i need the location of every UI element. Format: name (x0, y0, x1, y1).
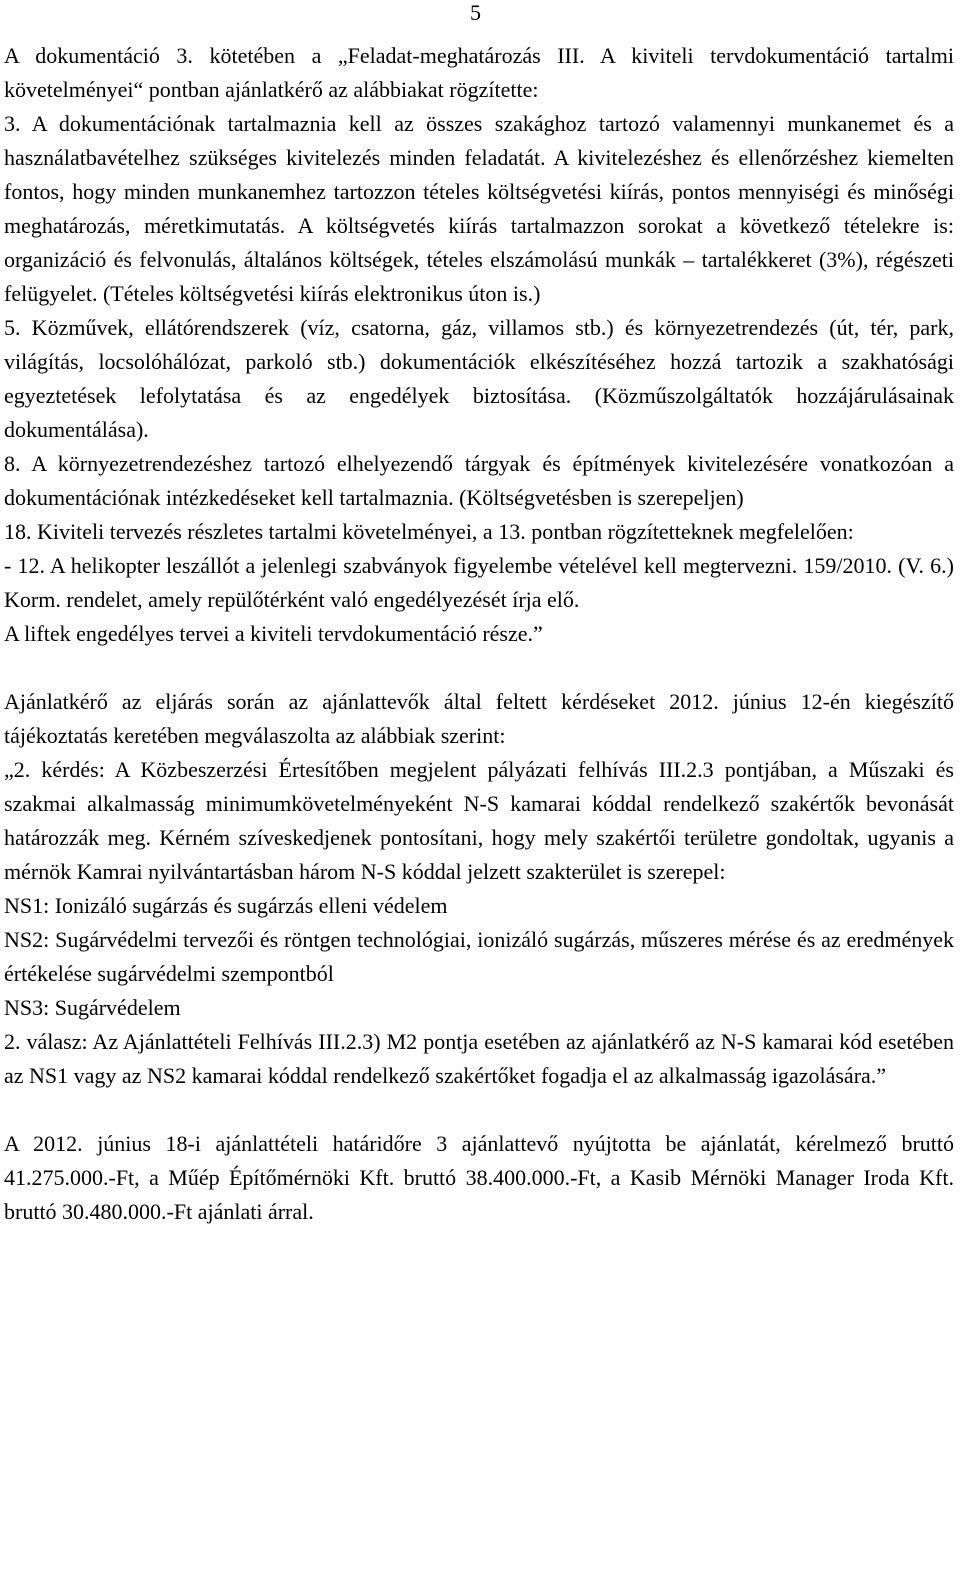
paragraph-ns1: NS1: Ionizáló sugárzás és sugárzás elleni védelem (4, 893, 448, 918)
document-body (4, 39, 954, 1229)
blank-line (4, 651, 954, 685)
paragraph-ns2: NS2: Sugárvédelmi tervezői és röntgen technológiai, ionizáló sugárzás, műszeres mérése és az eredmények értékelése sugárvédelmi szempontból (4, 927, 954, 986)
paragraph-point-5: 5. Közművek, ellátórendszerek (víz, csatorna, gáz, villamos stb.) és környezetrendezés (út, tér, park, világítás, locsolóhálózat, parkoló stb.) dokumentációk elkészítéséhez hozzá tartozik a szakhatósági egyeztetések lefolytatása és az engedélyek biztosítása. (Közműszolgáltatók hozzájárulásainak dokumentálása). (4, 315, 954, 442)
paragraph-point-3: 3. A dokumentációnak tartalmaznia kell az összes szakághoz tartozó valamennyi munkanemet és a használatbavételhez szükséges kivitelezés minden feladatát. A kivitelezéshez és ellenőrzéshez kiemelten fontos, hogy minden munkanemhez tartozzon tételes költségvetési kiírás, pontos mennyiségi és minőségi meghatározás, méretkimutatás. A költségvetés kiírás tartalmazzon sorokat a következő tételekre is: organizáció és felvonulás, általános költségek, tételes elszámolású munkák – tartalékkeret (3%), régészeti felügyelet. (Tételes költségvetési kiírás elektronikus úton is.) (4, 111, 954, 306)
paragraph-bids: A 2012. június 18-i ajánlattételi határidőre 3 ajánlattevő nyújtotta be ajánlatát, kérelmező bruttó 41.275.000.-Ft, a Műép Építőmérnöki Kft. bruttó 38.400.000.-Ft, a Kasib Mérnöki Manager Iroda Kft. bruttó 30.480.000.-Ft ajánlati árral. (4, 1131, 954, 1224)
paragraph-ns3: NS3: Sugárvédelem (4, 995, 181, 1020)
paragraph-question-2: „2. kérdés: A Közbeszerzési Értesítőben megjelent pályázati felhívás III.2.3 pontjában, a Műszaki és szakmai alkalmasság minimumkövetelményeként N-S kamarai kóddal rendelkező szakértők bevonását határozzák meg. Kérném szíveskedjenek pontosítani, hogy mely szakértői területre gondoltak, ugyanis a mérnök Kamrai nyilvántartásban három N-S kóddal jelzett szakterület is szerepel: (4, 757, 954, 884)
paragraph-point-8: 8. A környezetrendezéshez tartozó elhelyezendő tárgyak és építmények kivitelezésére vonatkozóan a dokumentációnak intézkedéseket kell tartalmaznia. (Költségvetésben is szerepeljen) (4, 451, 954, 510)
paragraph-intro: A dokumentáció 3. kötetében a „Feladat-meghatározás III. A kiviteli tervdokumentáció tartalmi követelményei“ pontban ajánlatkérő az alábbiakat rögzítette: (4, 43, 954, 102)
paragraph-point-18: 18. Kiviteli tervezés részletes tartalmi követelményei, a 13. pontban rögzítetteknek megfelelően: (4, 519, 854, 544)
paragraph-answer-2: 2. válasz: Az Ajánlattételi Felhívás III.2.3) M2 pontja esetében az ajánlatkérő az N-S kamarai kód esetében az NS1 vagy az NS2 kamarai kóddal rendelkező szakértőket fogadja el az alkalmasság igazolására.” (4, 1029, 954, 1088)
blank-line (4, 1093, 954, 1127)
paragraph-point-12: - 12. A helikopter leszállót a jelenlegi szabványok figyelembe vételével kell megtervezni. 159/2010. (V. 6.) Korm. rendelet, amely repülőtérként való engedélyezését írja elő. (4, 553, 954, 612)
paragraph-clarification: Ajánlatkérő az eljárás során az ajánlattevők által feltett kérdéseket 2012. június 12-én kiegészítő tájékoztatás keretében megválaszolta az alábbiak szerint: (4, 689, 954, 748)
paragraph-lift-plans: A liftek engedélyes tervei a kiviteli tervdokumentáció része.” (4, 621, 543, 646)
page-number: 5 (470, 0, 481, 25)
